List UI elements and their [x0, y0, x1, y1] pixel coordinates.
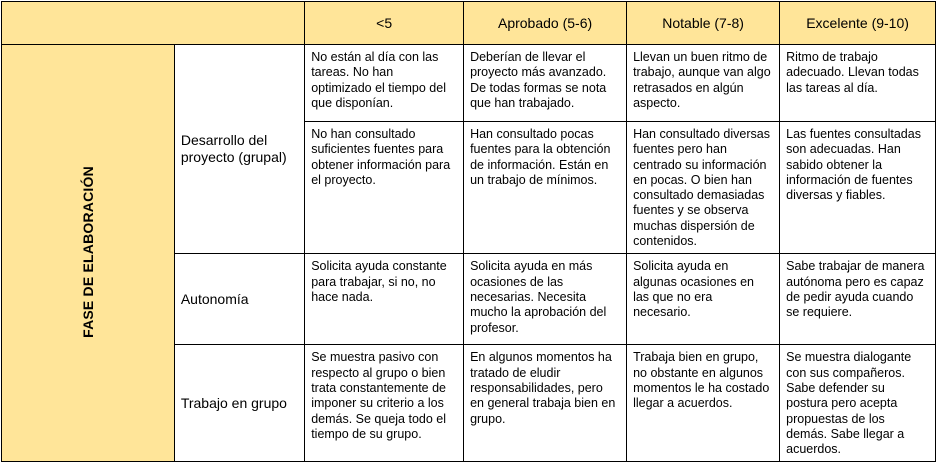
criterion-autonomia: Autonomía [174, 254, 304, 345]
table-row [2, 45, 936, 122]
cell-fuentes-1: No han consultado suficientes fuentes para obtener información para el proyecto. [305, 122, 464, 254]
cell-desarrollo-1: No están al día con las tareas. No han optimizado el tiempo del que disponían. [305, 45, 464, 122]
header-aprobado: Aprobado (5-6) [464, 2, 627, 45]
cell-fuentes-4: Las fuentes consultadas son adecuadas. Han sabido obtener la información de fuentes diversas y fiables. [780, 122, 936, 254]
header-below-5: <5 [305, 2, 464, 45]
cell-autonomia-2: Solicita ayuda en más ocasiones de las necesarias. Necesita mucho la aprobación del profesor. [464, 254, 627, 345]
cell-autonomia-4: Sabe trabajar de manera autónoma pero es capaz de pedir ayuda cuando se requiere. [780, 254, 936, 345]
cell-grupo-3: Trabaja bien en grupo, no obstante en algunos momentos le ha costado llegar a acuerdos. [627, 345, 780, 462]
cell-autonomia-1: Solicita ayuda constante para trabajar, si no, no hace nada. [305, 254, 464, 345]
cell-desarrollo-3: Llevan un buen ritmo de trabajo, aunque van algo retrasados en algún aspecto. [627, 45, 780, 122]
phase-cell [2, 45, 175, 462]
criterion-trabajo-en-grupo: Trabajo en grupo [174, 345, 304, 462]
cell-fuentes-3: Han consultado diversas fuentes pero han centrado su información en pocas. O bien han consultado demasiadas fuentes y se observa muchas dispersión de contenidos. [627, 122, 780, 254]
rubric-table [1, 1, 936, 462]
cell-fuentes-2: Han consultado pocas fuentes para la obtención de información. Están en un trabajo de mínimos. [464, 122, 627, 254]
cell-desarrollo-4: Ritmo de trabajo adecuado. Llevan todas las tareas al día. [780, 45, 936, 122]
cell-grupo-1: Se muestra pasivo con respecto al grupo o bien trata constantemente de imponer su criterio a los demás. Se queja todo el tiempo de su grupo. [305, 345, 464, 462]
header-corner [2, 2, 305, 45]
header-row [2, 2, 936, 45]
criterion-desarrollo: Desarrollo del proyecto (grupal) [174, 45, 304, 254]
header-notable: Notable (7-8) [627, 2, 780, 45]
header-excelente: Excelente (9-10) [780, 2, 936, 45]
phase-label: FASE DE ELABORACIÓN [79, 166, 96, 339]
cell-autonomia-3: Solicita ayuda en algunas ocasiones en las que no era necesario. [627, 254, 780, 345]
cell-grupo-4: Se muestra dialogante con sus compañeros. Sabe defender su postura pero acepta propuestas de los demás. Sabe llegar a acuerdos. [780, 345, 936, 462]
cell-grupo-2: En algunos momentos ha tratado de eludir responsabilidades, pero en general trabaja bien en grupo. [464, 345, 627, 462]
cell-desarrollo-2: Deberían de llevar el proyecto más avanzado. De todas formas se nota que han trabajado. [464, 45, 627, 122]
